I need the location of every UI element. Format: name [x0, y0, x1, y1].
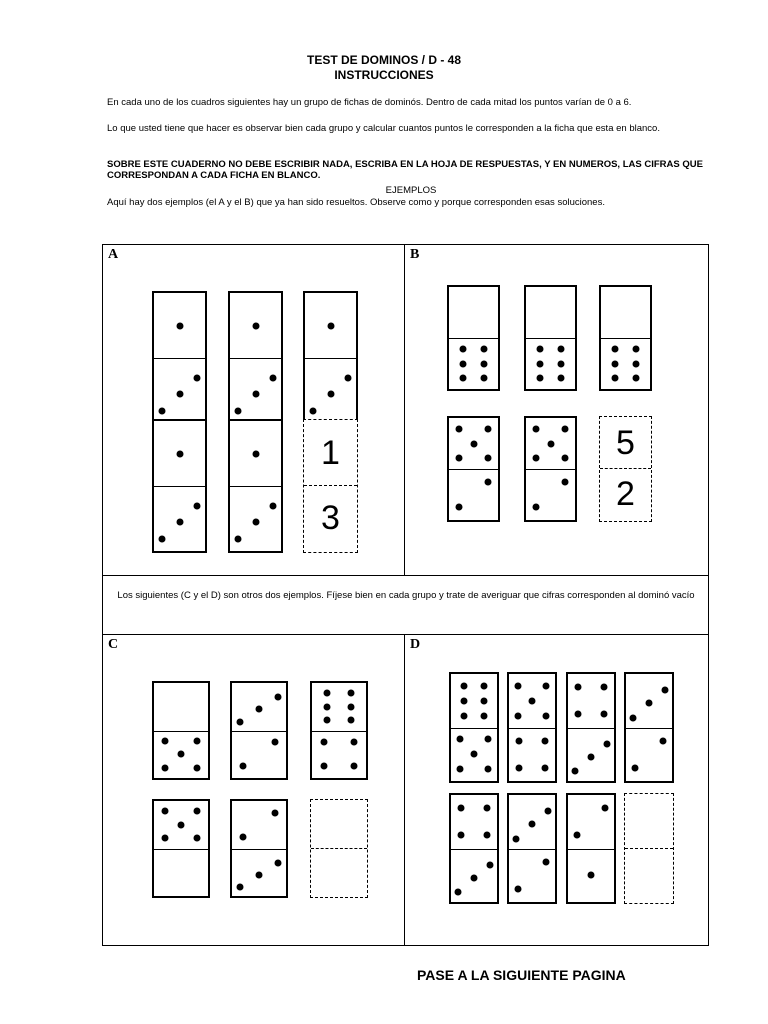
domino-pip [239, 763, 246, 770]
domino-tile [303, 291, 358, 425]
domino-pip [541, 764, 548, 771]
domino-divider [526, 469, 575, 470]
domino-tile [624, 672, 674, 783]
domino-pip [485, 426, 492, 433]
domino-pip [629, 714, 636, 721]
domino-pip [234, 408, 241, 415]
domino-pip [176, 322, 183, 329]
domino-top-half [230, 293, 281, 358]
domino-bottom-half [312, 731, 366, 779]
page-title: TEST DE DOMINOS / D - 48 [306, 53, 462, 67]
domino-pip [532, 454, 539, 461]
domino-bottom-half [449, 338, 498, 389]
domino-pip [347, 717, 354, 724]
domino-top-half [568, 795, 614, 849]
domino-tile [230, 799, 288, 898]
domino-pip [633, 374, 640, 381]
instructions-warning: SOBRE ESTE CUADERNO NO DEBE ESCRIBIR NADA, ESCRIBA EN LA HOJA DE RESPUESTAS, Y EN NUMEROS, LAS CIFRAS QUE CORRESPONDAN A CADA FICHA EN BLANCO. [107, 159, 703, 181]
domino-pip [483, 832, 490, 839]
domino-bottom-half [568, 849, 614, 903]
domino-bottom-half [154, 486, 205, 551]
domino-pip [252, 390, 259, 397]
domino-divider [230, 358, 281, 359]
panel-b-label: B [410, 247, 420, 262]
domino-pip [662, 687, 669, 694]
domino-top-half [451, 795, 497, 849]
domino-pip [458, 805, 465, 812]
domino-bottom-half [449, 469, 498, 520]
domino-pip [484, 736, 491, 743]
page-subtitle: INSTRUCCIONES [334, 68, 434, 82]
domino-pip [659, 737, 666, 744]
domino-bottom-half [154, 731, 208, 779]
domino-pip [161, 737, 168, 744]
domino-divider [568, 849, 614, 850]
examples-heading: EJEMPLOS [385, 185, 437, 196]
domino-bottom-half [230, 358, 281, 423]
domino-pip [252, 450, 259, 457]
domino-pip [256, 871, 263, 878]
domino-tile [228, 291, 283, 425]
domino-pip [485, 454, 492, 461]
domino-pip [194, 502, 201, 509]
domino-pip [320, 739, 327, 746]
domino-pip [459, 346, 466, 353]
domino-tile [228, 419, 283, 553]
domino-top-half [232, 801, 286, 849]
domino-bottom-half [601, 338, 650, 389]
domino-pip [558, 360, 565, 367]
domino-pip [516, 737, 523, 744]
domino-pip [161, 764, 168, 771]
domino-pip [455, 454, 462, 461]
domino-tile [230, 681, 288, 780]
domino-bottom-half [451, 728, 497, 782]
domino-top-half [449, 287, 498, 338]
answer-bottom-number: 3 [321, 498, 340, 537]
domino-blank [310, 799, 368, 898]
domino-divider [526, 338, 575, 339]
domino-pip [484, 766, 491, 773]
domino-pip [515, 885, 522, 892]
domino-pip [571, 768, 578, 775]
domino-top-half [626, 674, 672, 728]
domino-divider [232, 849, 286, 850]
domino-pip [327, 390, 334, 397]
domino-pip [176, 518, 183, 525]
domino-pip [529, 821, 536, 828]
domino-pip [481, 374, 488, 381]
domino-divider [600, 468, 651, 469]
domino-tile [507, 793, 557, 904]
domino-pip [351, 739, 358, 746]
domino-blank [624, 793, 674, 904]
domino-divider [625, 848, 673, 849]
domino-pip [558, 374, 565, 381]
domino-pip [270, 374, 277, 381]
domino-pip [345, 374, 352, 381]
domino-divider [312, 731, 366, 732]
domino-pip [454, 889, 461, 896]
domino-pip [575, 684, 582, 691]
domino-pip [351, 763, 358, 770]
domino-pip [194, 737, 201, 744]
answer-bottom-number: 2 [616, 474, 635, 513]
domino-pip [611, 360, 618, 367]
domino-pip [558, 346, 565, 353]
domino-bottom-half [232, 731, 286, 779]
middle-text: Los siguientes (C y el D) son otros dos ejemplos. Fíjese bien en cada grupo y trate de averiguar que cifras corresponden al dominó vacío [117, 590, 695, 601]
domino-bottom-half [526, 469, 575, 520]
domino-divider [568, 728, 614, 729]
domino-pip [532, 504, 539, 511]
domino-pip [481, 346, 488, 353]
panel-c-label: C [108, 637, 119, 652]
domino-pip [161, 835, 168, 842]
domino-blank [303, 419, 358, 553]
domino-pip [272, 739, 279, 746]
domino-pip [324, 717, 331, 724]
domino-tile [507, 672, 557, 783]
domino-pip [600, 711, 607, 718]
domino-pip [239, 833, 246, 840]
panel-d-label: D [410, 637, 421, 652]
domino-pip [542, 712, 549, 719]
domino-bottom-half [154, 849, 208, 897]
domino-top-half [509, 674, 555, 728]
domino-pip [487, 861, 494, 868]
domino-divider [230, 486, 281, 487]
domino-pip [459, 360, 466, 367]
domino-pip [194, 835, 201, 842]
domino-top-half [230, 421, 281, 486]
domino-bottom-half [451, 849, 497, 903]
domino-pip [252, 322, 259, 329]
domino-top-half [312, 683, 366, 731]
domino-pip [460, 682, 467, 689]
domino-pip [601, 805, 608, 812]
domino-top-half [154, 293, 205, 358]
domino-tile [152, 419, 207, 553]
domino-pip [347, 690, 354, 697]
domino-pip [237, 718, 244, 725]
domino-pip [161, 808, 168, 815]
domino-bottom-half [305, 358, 356, 423]
domino-divider [449, 338, 498, 339]
domino-top-half [526, 287, 575, 338]
domino-pip [194, 808, 201, 815]
domino-tile [152, 799, 210, 898]
answer-top-number: 5 [616, 423, 635, 462]
domino-bottom-half [232, 849, 286, 897]
domino-top-half [154, 801, 208, 849]
domino-top-half [526, 418, 575, 469]
domino-pip [470, 440, 477, 447]
examples-text: Aquí hay dos ejemplos (el A y el B) que ya han sido resueltos. Observe como y porque corresponden esas soluciones. [107, 197, 605, 208]
domino-pip [545, 808, 552, 815]
domino-pip [483, 805, 490, 812]
domino-pip [562, 426, 569, 433]
domino-pip [178, 821, 185, 828]
domino-pip [194, 764, 201, 771]
domino-pip [178, 751, 185, 758]
domino-pip [176, 450, 183, 457]
domino-divider [305, 358, 356, 359]
domino-pip [604, 740, 611, 747]
domino-top-half [449, 418, 498, 469]
panel-a-label: A [108, 247, 119, 262]
domino-pip [481, 682, 488, 689]
domino-bottom-half [568, 728, 614, 782]
domino-pip [158, 408, 165, 415]
domino-divider [626, 728, 672, 729]
domino-pip [274, 859, 281, 866]
domino-tile [449, 793, 499, 904]
domino-pip [460, 697, 467, 704]
domino-pip [633, 360, 640, 367]
domino-pip [516, 764, 523, 771]
domino-pip [562, 478, 569, 485]
domino-pip [481, 697, 488, 704]
domino-pip [324, 690, 331, 697]
domino-tile [449, 672, 499, 783]
domino-top-half [601, 287, 650, 338]
domino-pip [632, 764, 639, 771]
domino-pip [252, 518, 259, 525]
domino-divider [449, 469, 498, 470]
domino-pip [481, 712, 488, 719]
domino-pip [471, 874, 478, 881]
answer-top-number: 1 [321, 433, 340, 472]
domino-pip [347, 703, 354, 710]
domino-pip [541, 737, 548, 744]
domino-pip [536, 346, 543, 353]
domino-tile [152, 681, 210, 780]
domino-pip [481, 360, 488, 367]
domino-divider [601, 338, 650, 339]
domino-pip [529, 697, 536, 704]
domino-pip [272, 809, 279, 816]
domino-pip [515, 682, 522, 689]
domino-divider [154, 849, 208, 850]
domino-pip [237, 884, 244, 891]
domino-tile [152, 291, 207, 425]
domino-bottom-half [526, 338, 575, 389]
domino-tile [310, 681, 368, 780]
domino-pip [274, 694, 281, 701]
domino-pip [455, 426, 462, 433]
domino-top-half [305, 293, 356, 358]
domino-pip [176, 390, 183, 397]
domino-pip [646, 700, 653, 707]
domino-divider [509, 849, 555, 850]
domino-pip [611, 346, 618, 353]
footer-next-page: PASE A LA SIGUIENTE PAGINA [417, 967, 626, 983]
domino-divider [304, 485, 357, 486]
middle-text-box [102, 575, 709, 635]
domino-pip [270, 502, 277, 509]
domino-top-half [232, 683, 286, 731]
domino-top-half [568, 674, 614, 728]
domino-pip [485, 478, 492, 485]
domino-top-half [451, 674, 497, 728]
domino-divider [509, 728, 555, 729]
domino-pip [256, 706, 263, 713]
domino-bottom-half [509, 849, 555, 903]
domino-pip [324, 703, 331, 710]
domino-blank [599, 416, 652, 522]
domino-tile [599, 285, 652, 391]
domino-pip [532, 426, 539, 433]
domino-pip [512, 835, 519, 842]
domino-top-half [509, 795, 555, 849]
domino-pip [459, 374, 466, 381]
domino-tile [566, 672, 616, 783]
domino-pip [234, 536, 241, 543]
domino-divider [232, 731, 286, 732]
domino-bottom-half [626, 728, 672, 782]
domino-pip [158, 536, 165, 543]
domino-divider [451, 849, 497, 850]
instructions-paragraph-1: En cada uno de los cuadros siguientes hay un grupo de fichas de dominós. Dentro de cada mitad los puntos varían de 0 a 6. [107, 97, 632, 108]
domino-pip [542, 858, 549, 865]
domino-pip [588, 872, 595, 879]
domino-pip [458, 832, 465, 839]
domino-bottom-half [154, 358, 205, 423]
domino-pip [194, 374, 201, 381]
domino-pip [633, 346, 640, 353]
domino-pip [471, 751, 478, 758]
domino-tile [447, 285, 500, 391]
domino-pip [562, 454, 569, 461]
domino-bottom-half [230, 486, 281, 551]
domino-pip [457, 736, 464, 743]
instructions-paragraph-2: Lo que usted tiene que hacer es observar bien cada grupo y calcular cuantos puntos le corresponden a la ficha que esta en blanco. [107, 123, 660, 134]
domino-pip [611, 374, 618, 381]
domino-pip [542, 682, 549, 689]
domino-pip [320, 763, 327, 770]
domino-top-half [154, 683, 208, 731]
domino-divider [451, 728, 497, 729]
domino-tile [524, 285, 577, 391]
domino-pip [575, 711, 582, 718]
domino-tile [447, 416, 500, 522]
domino-pip [455, 504, 462, 511]
domino-divider [154, 358, 205, 359]
domino-divider [311, 848, 367, 849]
domino-pip [547, 440, 554, 447]
domino-pip [600, 684, 607, 691]
domino-pip [515, 712, 522, 719]
domino-pip [457, 766, 464, 773]
domino-bottom-half [509, 728, 555, 782]
domino-pip [574, 832, 581, 839]
domino-pip [309, 408, 316, 415]
domino-divider [154, 731, 208, 732]
domino-pip [536, 360, 543, 367]
domino-pip [588, 753, 595, 760]
domino-divider [154, 486, 205, 487]
domino-pip [536, 374, 543, 381]
domino-tile [566, 793, 616, 904]
domino-tile [524, 416, 577, 522]
domino-top-half [154, 421, 205, 486]
domino-pip [460, 712, 467, 719]
domino-pip [327, 322, 334, 329]
